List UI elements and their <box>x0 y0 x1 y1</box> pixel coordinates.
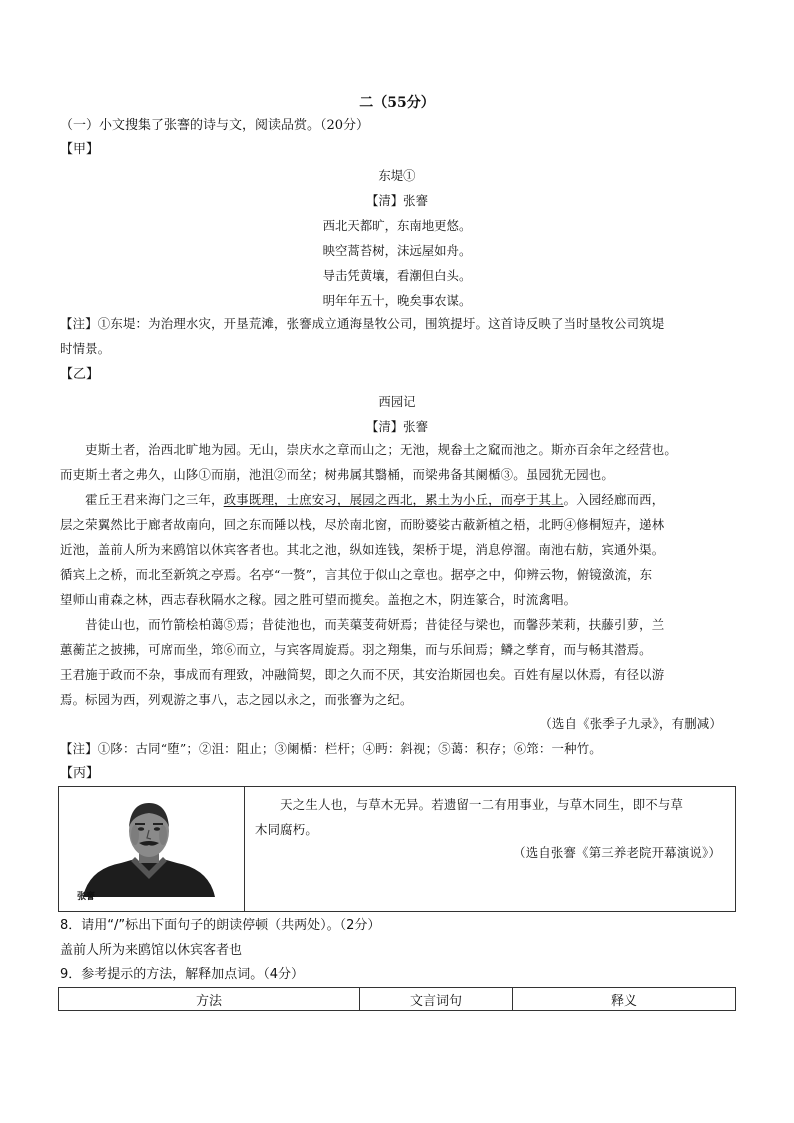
section-title: 二（55分） <box>359 95 435 111</box>
yi-text-line: 焉。标园为西，列观游之事八，志之园以永之，而张謇为之纪。 <box>60 692 413 707</box>
portrait-photo <box>69 793 229 905</box>
yi-text-line: 王君施于政而不杂，事成而有理致，冲融简契，即之久而不厌，其安治斯园也矣。百姓有屋以休焉，有径以游 <box>60 667 665 682</box>
table-row <box>59 988 736 1011</box>
bing-source: （选自张謇《第三养老院开幕演说》） <box>513 845 721 860</box>
bing-text-line: 天之生人也，与草木无异。若遗留一二有用事业，与草木同生，即不与草 <box>255 797 684 812</box>
q8-sentence: 盖前人所为来鸥馆以休宾客者也 <box>60 943 243 958</box>
yi-title: 西园记 <box>378 394 416 409</box>
yi-text-line: 循宾上之桥，而北至新筑之亭焉。名亭“一赘”，言其位于似山之章也。据亭之中，仰辨云物，俯镜潋流，东 <box>60 567 653 582</box>
bing-divider <box>244 787 245 911</box>
jia-poem-line: 明年年五十，晚矣事农谋。 <box>322 293 472 308</box>
yi-text-line: 昔徒山也，而竹箭桧柏蔼⑤焉；昔徒池也，而芙蕖芰荷妍焉；昔徒径与梁也，而馨莎茉莉，扶藤引萝，兰 <box>60 617 665 632</box>
yi-text-line: 蕙蘅芷之披拂，可席而坐，筇⑥而立，与宾客周旋焉。羽之翔集，而与乐间焉；鳞之孳育，而与畅其潜焉。 <box>60 642 652 657</box>
q9-prompt: 9．参考提示的方法，解释加点词。（4分） <box>60 967 305 982</box>
yi-text-line: 层之荣翼然比于廊者故南向，回之东而陲以栈，尽於南北窗，而盼婆娑古蔽新植之梧，北眄④修桐短卉，递林 <box>60 517 665 532</box>
jia-title: 东堤① <box>378 168 416 183</box>
part1-intro: （一）小文搜集了张謇的诗与文，阅读品赏。（20分） <box>60 118 370 133</box>
yi-text-line: 近池，盖前人所为来鸥馆以休宾客者也。其北之池，纵如连钱，架桥于堤，消息停溜。南池右舫，宾通外渠。 <box>60 542 665 557</box>
table-header-method: 方法 <box>59 988 360 1011</box>
yi-text-segment: 霍丘王君来海门之三年， <box>60 492 224 507</box>
yi-text-line: 而吏斯土者之弗久，山陊①而崩，池沮②而坌；树弗属其翳桶，而梁弗备其阑楯③。虽园犹无园也。 <box>60 467 614 482</box>
table-header-meaning: 释义 <box>513 988 736 1011</box>
yi-text-line: 望师山甫森之林，西志春秋隔水之稼。园之胜可望而揽矣。盖抱之木，阴连篆合，时流禽唱。 <box>60 592 577 607</box>
yi-text-line <box>60 492 664 507</box>
yi-text-segment: 。入园经廊而西， <box>563 492 665 507</box>
yi-note: 【注】①陊：古同“堕”；②沮：阻止；③阑楯：栏杆；④眄：斜视；⑤蔼：积存；⑥筇：一种竹。 <box>60 741 602 756</box>
jia-label: 【甲】 <box>60 142 100 157</box>
portrait-caption: 张謇 <box>77 892 96 902</box>
yi-underlined-sentence: 政事既理，士庶安习，展园之西北，累土为小丘，而亭于其上 <box>223 492 564 507</box>
yi-text-line: 吏斯土者，治西北旷地为园。无山，崇庆水之章而山之；无池，规畚土之窳而池之。斯亦百余年之经营也。 <box>60 442 677 457</box>
yi-author: 【清】张謇 <box>366 419 428 434</box>
jia-poem-line: 映空蒿苔树，沫远屋如舟。 <box>322 243 472 258</box>
q9-table <box>58 987 736 1011</box>
bing-text-line: 木同腐朽。 <box>255 822 318 837</box>
yi-label: 【乙】 <box>60 367 100 382</box>
jia-note-line: 【注】①东堤：为治理水灾，开垦荒滩，张謇成立通海垦牧公司，围筑提圩。这首诗反映了当时垦牧公司筑堤 <box>60 316 665 331</box>
jia-poem-line: 西北天都旷，东南地更悠。 <box>322 218 472 233</box>
bing-label: 【丙】 <box>60 766 100 781</box>
jia-poem-line: 导击凭黄壤，看潮但白头。 <box>322 268 472 283</box>
jia-note-line: 时情景。 <box>60 341 111 356</box>
q8-prompt: 8．请用“/”标出下面句子的朗读停顿（共两处）。（2分） <box>60 918 381 933</box>
jia-author: 【清】张謇 <box>366 193 428 208</box>
bing-box <box>58 786 736 912</box>
yi-source: （选自《张季子九录》，有删减） <box>539 716 722 731</box>
table-header-phrase: 文言词句 <box>360 988 513 1011</box>
